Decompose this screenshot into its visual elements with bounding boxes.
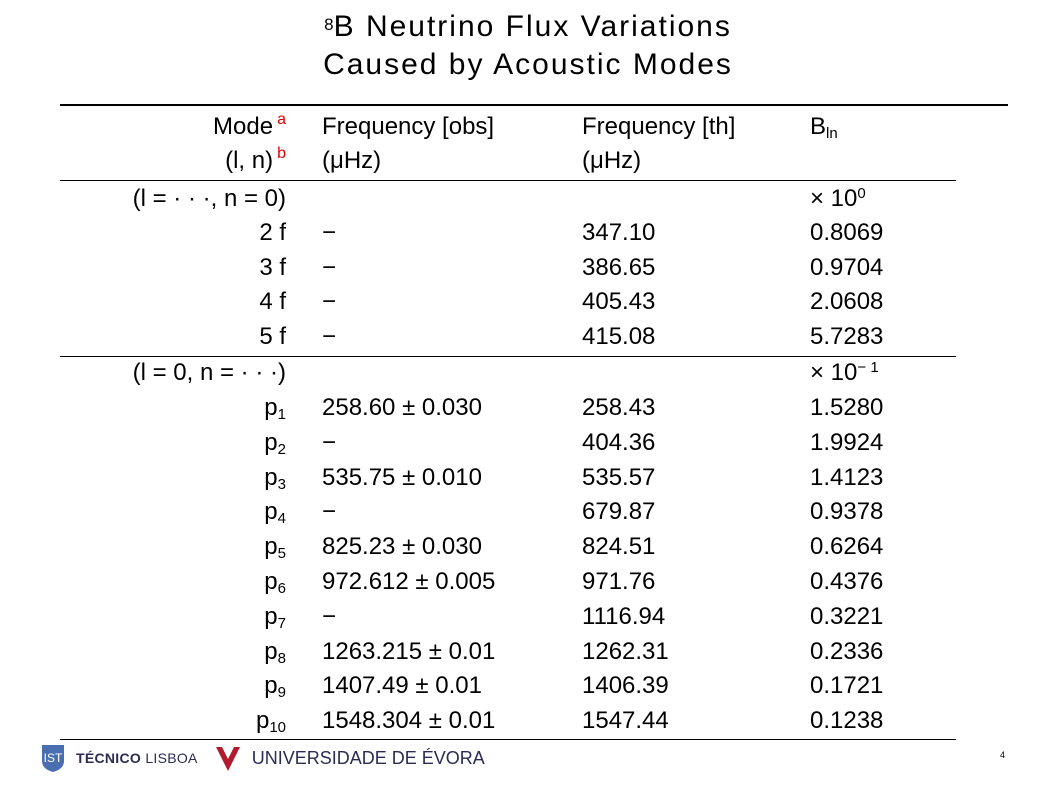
isotope-superscript: 8	[324, 15, 334, 34]
page-number: 4	[1000, 750, 1006, 760]
mode-subscript: 9	[277, 684, 286, 702]
mode-p: p	[264, 672, 278, 700]
header-b-subscript: ln	[826, 125, 838, 142]
mode-p: p	[264, 602, 278, 630]
mode-subscript: 2	[277, 440, 286, 458]
b-value-cell: 0.8069	[810, 219, 884, 246]
mode-cell: 5 f	[259, 322, 286, 350]
mode-cell	[264, 637, 286, 670]
mode-cell	[264, 602, 286, 635]
header-ln	[225, 146, 286, 179]
tecnico-bold: TÉCNICO	[76, 750, 142, 766]
b-value-cell: 0.6264	[810, 533, 884, 561]
th-frequency-cell: 1262.31	[582, 637, 669, 665]
mode-cell	[256, 706, 286, 739]
header-freq-obs-unit: (μHz)	[322, 147, 382, 174]
th-frequency-cell: 679.87	[582, 498, 656, 526]
b-value-cell: 0.2336	[810, 637, 884, 665]
header-mode-label: Mode	[213, 113, 274, 140]
b-value-cell: 0.1238	[810, 707, 884, 735]
b-value-cell: 0.3221	[810, 602, 884, 630]
mode-p: p	[264, 568, 278, 595]
header-ln-label: (l, n)	[225, 147, 274, 174]
th-frequency-cell: 347.10	[582, 219, 656, 246]
mode-cell: 3 f	[259, 253, 286, 281]
mode-subscript: 8	[277, 649, 286, 667]
mode-p: p	[255, 707, 270, 735]
header-freq-obs: Frequency [obs]	[322, 113, 495, 140]
mode-cell	[264, 428, 286, 461]
header-freq-th: Frequency [th]	[582, 113, 736, 140]
b-value-cell: 2.0608	[810, 288, 884, 315]
title-text-1: B Neutrino Flux Variations	[333, 10, 732, 43]
b-value-cell: 1.5280	[810, 394, 884, 421]
th-frequency-cell: 1116.94	[582, 602, 666, 630]
mode-p: p	[264, 637, 278, 665]
section2-scale-exp: − 1	[857, 359, 879, 376]
mode-p: p	[264, 533, 278, 561]
section1-scale-base: × 10	[810, 185, 858, 212]
header-mode	[213, 112, 286, 145]
tecnico-shield-icon	[40, 743, 66, 773]
th-frequency-cell: 1406.39	[582, 672, 669, 700]
th-frequency-cell: 971.76	[582, 568, 656, 595]
footnote-a: a	[277, 111, 286, 128]
b-value-cell: 0.1721	[810, 672, 884, 700]
mode-p: p	[264, 394, 278, 421]
mode-subscript: 10	[269, 719, 286, 737]
mode-cell	[264, 463, 286, 496]
th-frequency-cell: 1547.44	[582, 707, 669, 735]
th-frequency-cell: 405.43	[582, 288, 656, 315]
title-line-2: Caused by Acoustic Modes	[323, 48, 733, 81]
obs-frequency-cell: −	[322, 498, 337, 526]
mode-cell	[264, 567, 286, 600]
obs-frequency-cell: 972.612 ± 0.005	[322, 568, 496, 595]
footer-logos	[40, 740, 485, 776]
evora-emblem-icon	[214, 743, 242, 773]
section-divider-rule	[60, 356, 956, 357]
evora-logo-text: UNIVERSIDADE DE ÉVORA	[251, 747, 485, 768]
obs-frequency-cell: −	[322, 428, 337, 456]
svg-text:IST: IST	[43, 751, 63, 765]
section1-scale	[810, 184, 866, 217]
header-b-label: B	[810, 113, 827, 140]
mode-cell	[264, 671, 286, 704]
title-line-1	[0, 8, 1056, 46]
b-value-cell: 0.9378	[810, 498, 884, 526]
mode-subscript: 3	[277, 475, 286, 493]
b-value-cell: 1.4123	[810, 463, 884, 491]
mode-cell	[264, 393, 286, 426]
obs-frequency-cell: −	[322, 253, 337, 281]
th-frequency-cell: 415.08	[582, 322, 656, 350]
mode-subscript: 1	[277, 406, 286, 423]
section1-scale-exp: 0	[857, 185, 866, 202]
mode-cell	[264, 497, 286, 530]
header-bottom-rule	[60, 180, 956, 181]
th-frequency-cell: 824.51	[582, 533, 656, 561]
b-value-cell: 1.9924	[810, 428, 884, 456]
mode-cell: 4 f	[259, 288, 286, 315]
b-value-cell: 5.7283	[810, 322, 884, 350]
mode-subscript: 6	[277, 580, 286, 597]
mode-cell	[264, 532, 286, 565]
mode-p: p	[264, 428, 278, 456]
b-value-cell: 0.9704	[810, 253, 884, 281]
mode-p: p	[264, 463, 278, 491]
th-frequency-cell: 535.57	[582, 463, 656, 491]
slide-title	[0, 8, 1056, 84]
section2-scale	[810, 358, 879, 391]
mode-p: p	[264, 498, 278, 526]
tecnico-light: LISBOA	[145, 750, 198, 766]
obs-frequency-cell: 1407.49 ± 0.01	[322, 672, 482, 700]
obs-frequency-cell: 535.75 ± 0.010	[322, 463, 482, 491]
obs-frequency-cell: 1263.215 ± 0.01	[322, 637, 496, 665]
b-value-cell: 0.4376	[810, 568, 884, 595]
obs-frequency-cell: 1548.304 ± 0.01	[322, 707, 496, 735]
section2-scale-base: × 10	[810, 359, 858, 386]
header-freq-th-unit: (μHz)	[582, 147, 642, 174]
footnote-b: b	[277, 145, 286, 162]
mode-subscript: 5	[277, 545, 286, 563]
section2-label: (l = 0, n = · · ·)	[132, 359, 286, 386]
mode-cell: 2 f	[259, 219, 286, 246]
th-frequency-cell: 404.36	[582, 428, 656, 456]
mode-subscript: 4	[277, 510, 286, 528]
th-frequency-cell: 258.43	[582, 394, 656, 421]
obs-frequency-cell: 825.23 ± 0.030	[322, 533, 482, 561]
header-b	[810, 112, 838, 145]
obs-frequency-cell: −	[322, 602, 337, 630]
mode-subscript: 7	[277, 614, 286, 632]
tecnico-logo-text	[76, 750, 198, 766]
section1-label: (l = · · ·, n = 0)	[132, 185, 286, 212]
obs-frequency-cell: 258.60 ± 0.030	[322, 394, 482, 421]
th-frequency-cell: 386.65	[582, 253, 656, 281]
obs-frequency-cell: −	[322, 288, 337, 315]
obs-frequency-cell: −	[322, 322, 337, 350]
obs-frequency-cell: −	[322, 219, 337, 246]
top-rule	[60, 104, 1008, 106]
